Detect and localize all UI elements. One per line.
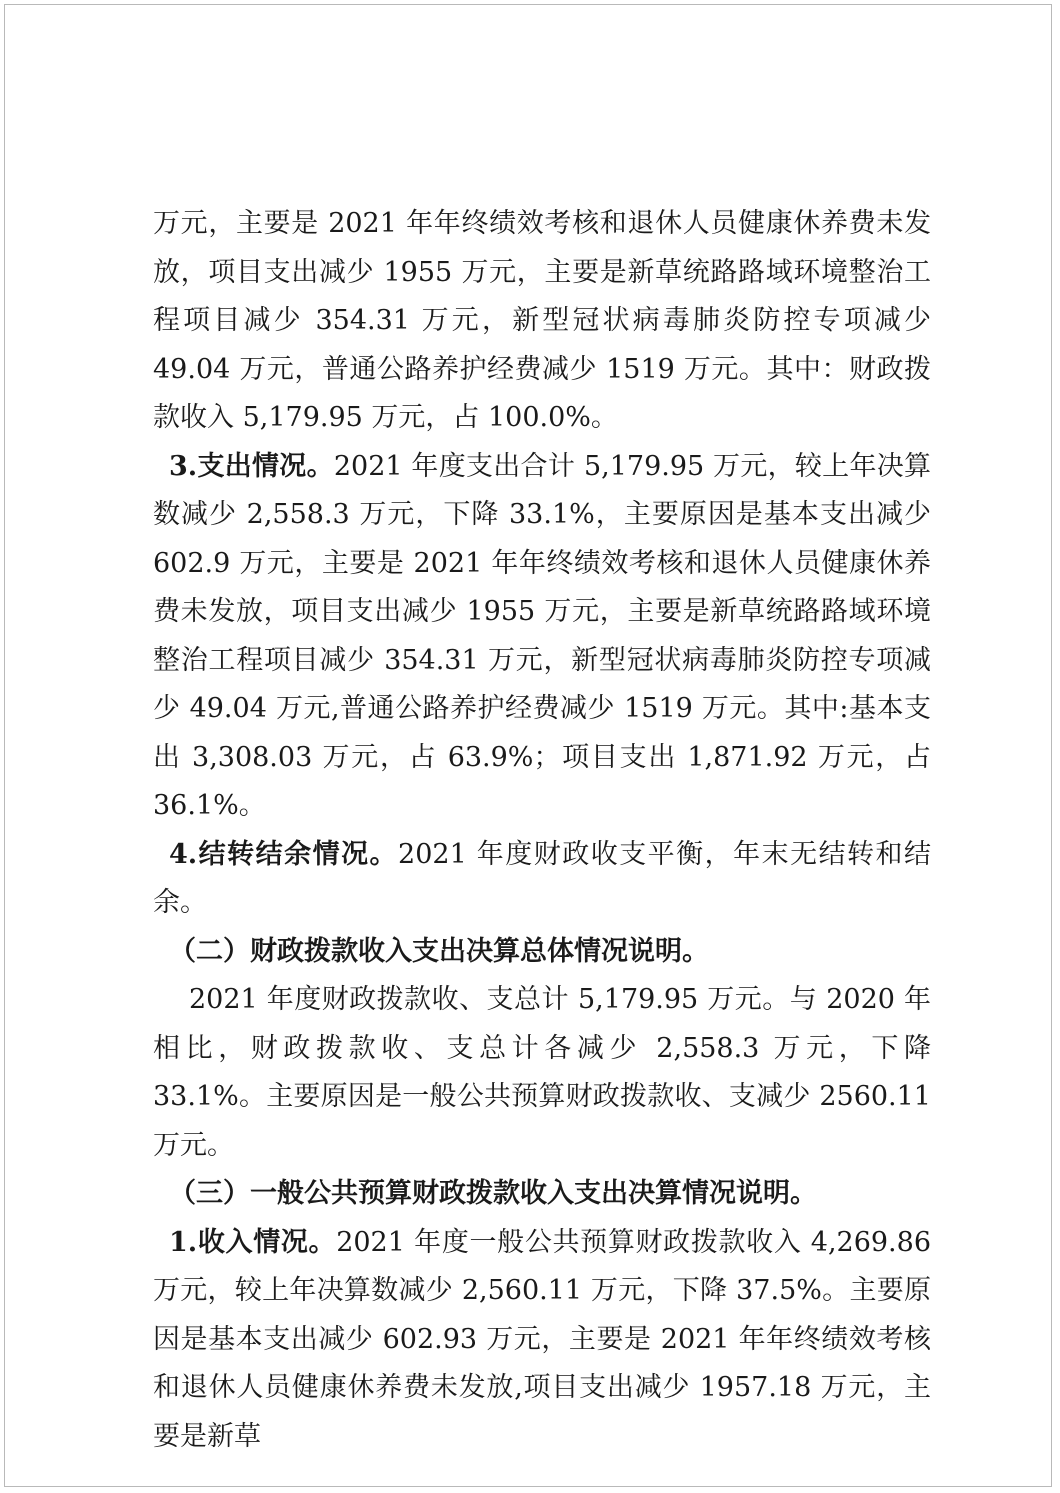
paragraph-income-continuation: 万元，主要是 2021 年年终绩效考核和退休人员健康休养费未发放，项目支出减少 1955 万元，主要是新草统路路域环境整治工程项目减少 354.31 万元，新型冠状病毒肺炎防控专项减少 49.04 万元，普通公路养护经费减少 1519 万元。其中：财政拨款收入 5,179.95 万元，占 100.0%。 bbox=[153, 208, 931, 433]
section-label-income: 1.收入情况。 bbox=[169, 1226, 337, 1258]
paragraph-general-income-text: 2021 年度一般公共预算财政拨款收入 4,269.86 万元，较上年决算数减少 2,560.11 万元，下降 37.5%。主要原因是基本支出减少 602.93 万元，主要是 2021 年年终绩效考核和退休人员健康休养费未发放,项目支出减少 1957.18 万元，主要是新草 bbox=[153, 1226, 931, 1452]
section-heading-2: （二）财政拨款收入支出决算总体情况说明。 bbox=[169, 935, 709, 967]
section-label-carryover: 4.结转结余情况。 bbox=[169, 838, 399, 870]
paragraph-general-income bbox=[153, 1219, 931, 1462]
paragraph-expenditure bbox=[153, 443, 931, 831]
paragraph-carryover-text: 2021 年度财政收支平衡，年末无结转和结余。 bbox=[153, 838, 932, 918]
document-body bbox=[153, 200, 931, 1461]
document-page bbox=[4, 4, 1052, 1487]
paragraph-expenditure-text: 2021 年度支出合计 5,179.95 万元，较上年决算数减少 2,558.3 万元，下降 33.1%，主要原因是基本支出减少 602.9 万元，主要是 2021 年年终绩效考核和退休人员健康休养费未发放，项目支出减少 1955 万元，主要是新草统路路域环境整治工程项目减少 354.31 万元，新型冠状病毒肺炎防控专项减少 49.04 万元,普通公路养护经费减少 1519 万元。其中:基本支出 3,308.03 万元，占 63.9%；项目支出 1,871.92 万元，占 36.1%。 bbox=[153, 450, 931, 821]
paragraph-carryover bbox=[153, 831, 931, 928]
section-label-expenditure: 3.支出情况。 bbox=[169, 450, 334, 482]
paragraph-fiscal-overview: 2021 年度财政拨款收、支总计 5,179.95 万元。与 2020 年相比，财政拨款收、支总计各减少 2,558.3 万元，下降 33.1%。主要原因是一般公共预算财政拨款收、支减少 2560.11 万元。 bbox=[153, 984, 931, 1161]
section-heading-3: （三）一般公共预算财政拨款收入支出决算情况说明。 bbox=[169, 1178, 817, 1209]
